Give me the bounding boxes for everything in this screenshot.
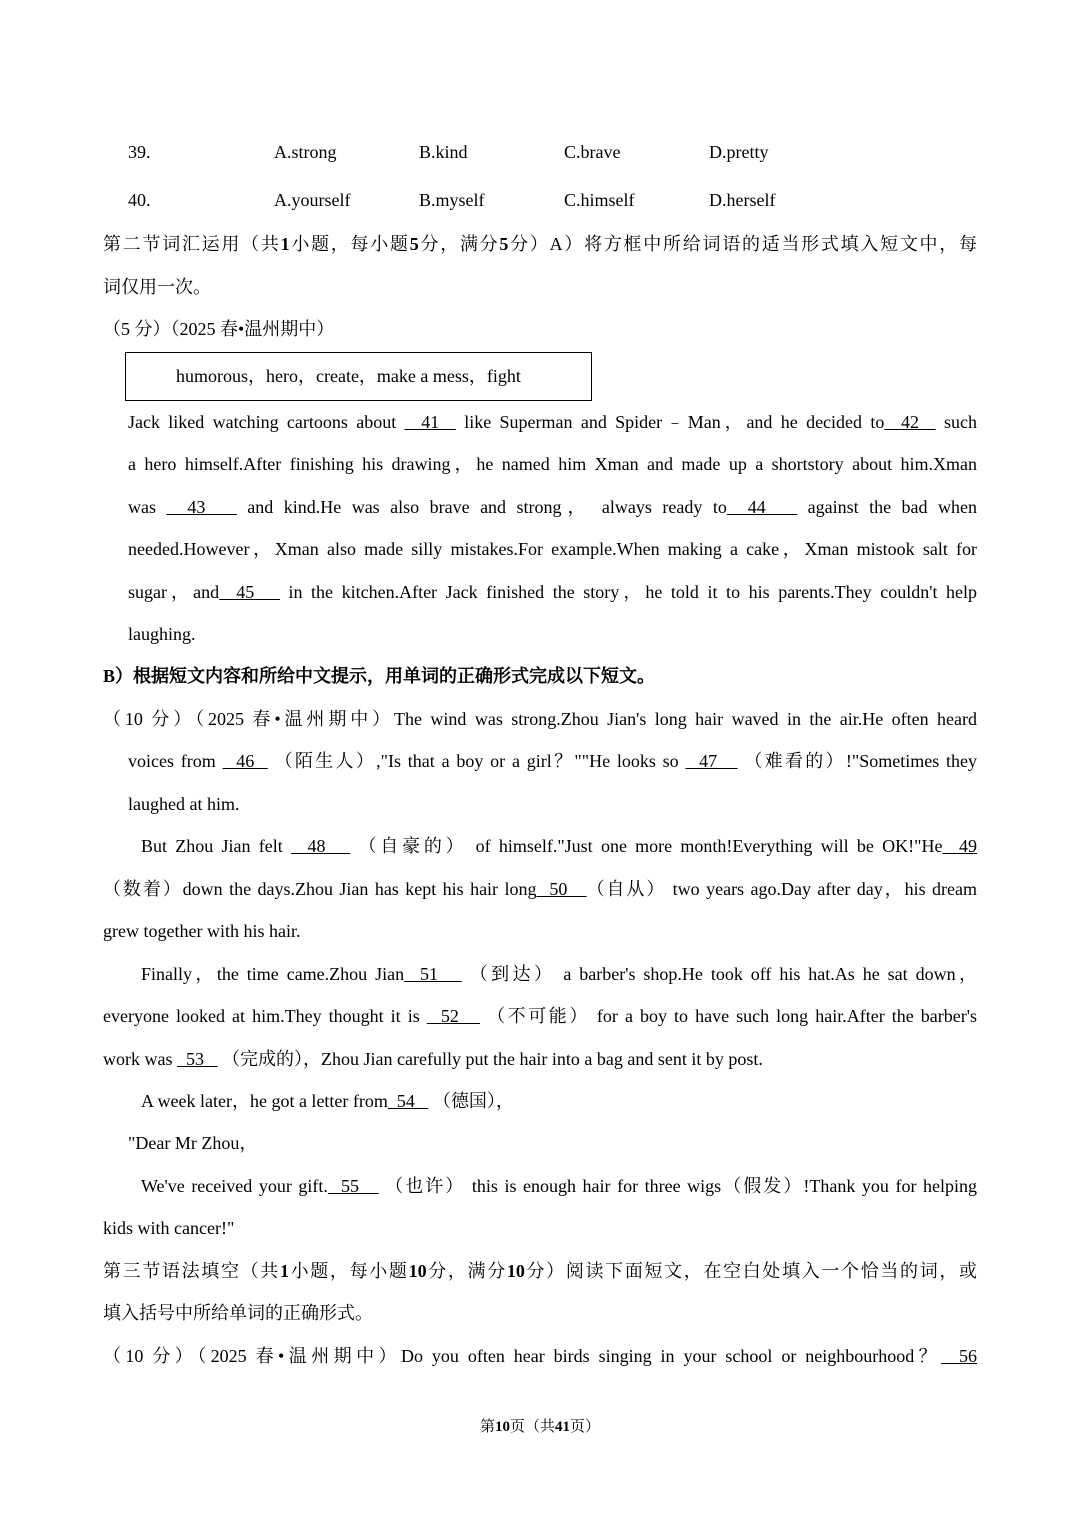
blank-53[interactable]: 53: [177, 1049, 218, 1069]
option-a: A.yourself: [274, 190, 351, 210]
option-d: D.pretty: [709, 142, 769, 162]
blank-48[interactable]: 48: [291, 836, 351, 856]
passage-line: sugar，and 45 in the kitchen.After Jack finished the story，he told it to his parents.They couldn't help: [128, 582, 978, 602]
blank-49[interactable]: 49: [942, 836, 978, 856]
blank-52[interactable]: 52: [426, 1006, 481, 1026]
blank-45[interactable]: 45: [219, 582, 280, 602]
section-header: 第二节词汇运用（共1小题，每小题5分，满分5分）A）将方框中所给词语的适当形式填入短文中，每: [103, 234, 978, 254]
passage-line: Finally，the time came.Zhou Jian 51 （到达） a barber's shop.He took off his hat.As he sat down，: [141, 964, 977, 984]
passage-line: "Dear Mr Zhou，: [128, 1133, 258, 1153]
blank-50[interactable]: 50: [536, 879, 587, 899]
blank-41[interactable]: 41: [404, 412, 456, 432]
page-number: 10: [494, 1419, 510, 1435]
passage-line: grew together with his hair.: [103, 921, 301, 941]
blank-43[interactable]: 43: [166, 497, 237, 517]
passage-line: laughing.: [128, 624, 196, 644]
question-number: 39.: [128, 142, 151, 162]
option-a: A.strong: [274, 142, 337, 162]
passage-line: everyone looked at him.They thought it is 52 （不可能） for a boy to have such long hair.After the barber's: [103, 1006, 977, 1026]
passage-line: kids with cancer!": [103, 1218, 235, 1238]
blank-44[interactable]: 44: [726, 497, 798, 517]
option-d: D.herself: [709, 190, 776, 210]
section-header-line2: 词仅用一次。: [103, 277, 211, 297]
blank-47[interactable]: 47: [685, 751, 738, 771]
page-footer: 第10页（共41页）: [479, 1419, 601, 1435]
passage-line: was 43 and kind.He was also brave and strong， always ready to 44 against the bad when: [128, 497, 977, 517]
passage-line: needed.However，Xman also made silly mistakes.For example.When making a cake，Xman mistook salt for: [128, 539, 977, 559]
option-c: C.brave: [564, 142, 621, 162]
passage-line: （10 分）（2025 春•温州期中）The wind was strong.Zhou Jian's long hair waved in the air.He often heard: [103, 709, 977, 729]
blank-42[interactable]: 42: [884, 412, 936, 432]
passage-line: （10 分）（2025 春•温州期中）Do you often hear birds singing in your school or neighbourhood？ 56: [103, 1346, 977, 1366]
passage-line: We've received your gift. 55 （也许） this is enough hair for three wigs（假发）!Thank you for helping: [141, 1176, 977, 1196]
section-header-line2: 填入括号中所给单词的正确形式。: [103, 1303, 373, 1323]
score-note: （5 分）（2025 春•温州期中）: [103, 319, 335, 339]
passage-line: work was 53 （完成的），Zhou Jian carefully put the hair into a bag and sent it by post.: [103, 1049, 763, 1069]
option-b: B.myself: [419, 190, 485, 210]
section-header: 第三节语法填空（共1小题，每小题10分，满分10分）阅读下面短文，在空白处填入一个恰当的词，或: [103, 1261, 978, 1281]
blank-54[interactable]: 54: [387, 1091, 429, 1111]
passage-line: （数着）down the days.Zhou Jian has kept his hair long 50 （自从） two years ago.Day after day，his dream: [103, 879, 977, 899]
option-c: C.himself: [564, 190, 635, 210]
passage-line: voices from 46 （陌生人）,"Is that a boy or a girl？""He looks so 47 （难看的）!"Sometimes they: [128, 751, 977, 771]
passage-line: Jack liked watching cartoons about 41 like Superman and Spider﹣Man，and he decided to 42 such: [128, 412, 978, 432]
word-box: [125, 352, 592, 401]
blank-51[interactable]: 51: [404, 964, 462, 984]
blank-56[interactable]: 56: [941, 1346, 977, 1366]
blank-46[interactable]: 46: [222, 751, 268, 771]
option-b: B.kind: [419, 142, 468, 162]
passage-line: laughed at him.: [128, 794, 240, 814]
passage-line: a hero himself.After finishing his drawing，he named him Xman and made up a shortstory about him.Xman: [128, 454, 977, 474]
passage-line: But Zhou Jian felt 48 （自豪的） of himself."Just one more month!Everything will be OK!"He 49: [141, 836, 978, 856]
blank-55[interactable]: 55: [327, 1176, 379, 1196]
word-list: humorous，hero，create，make a mess，fight: [176, 366, 521, 386]
question-number: 40.: [128, 190, 151, 210]
total-pages: 41: [555, 1419, 570, 1435]
section-b-header: B）根据短文内容和所给中文提示，用单词的正确形式完成以下短文。: [103, 666, 656, 686]
passage-line: A week later，he got a letter from 54 （德国），: [141, 1091, 514, 1111]
